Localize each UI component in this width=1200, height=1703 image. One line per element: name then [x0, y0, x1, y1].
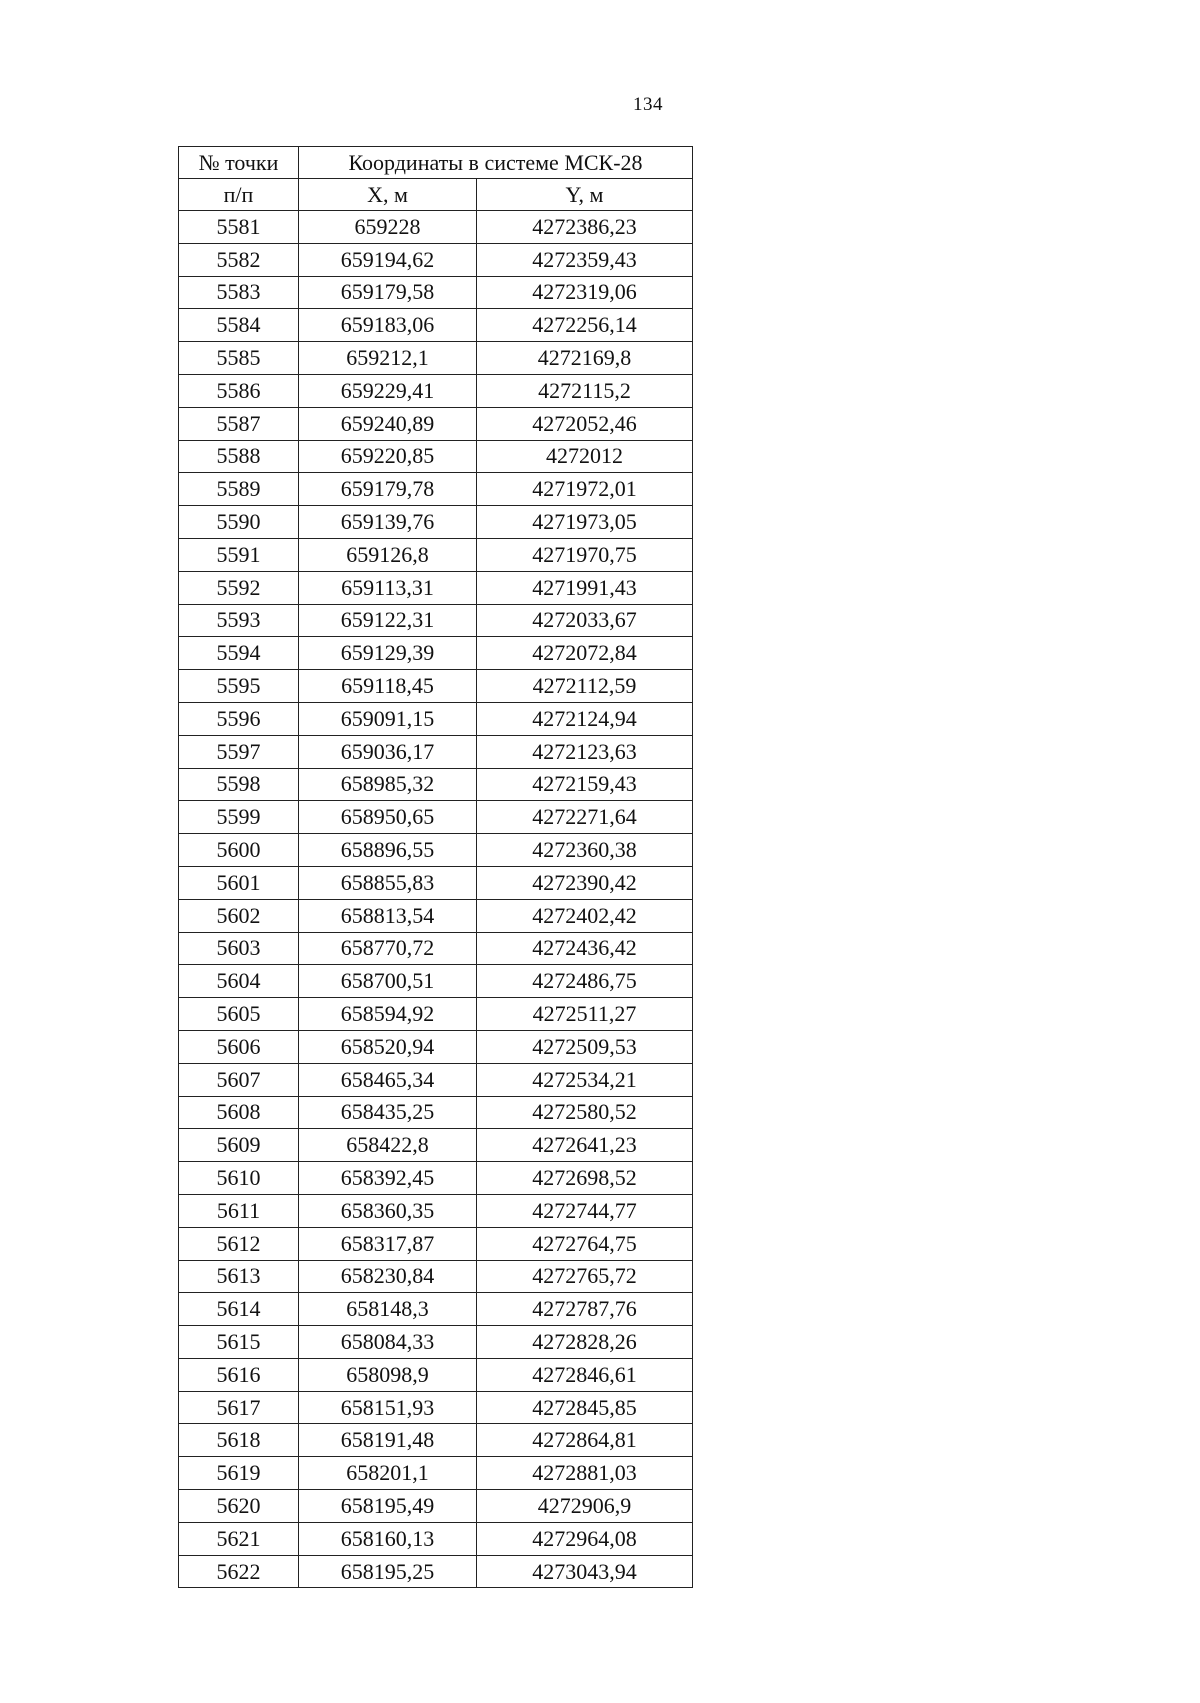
y-coordinate-cell: 4272386,23 [477, 211, 693, 244]
point-number-cell: 5622 [179, 1555, 299, 1588]
point-number-cell: 5608 [179, 1096, 299, 1129]
y-coordinate-cell: 4272360,38 [477, 834, 693, 867]
point-number-cell: 5596 [179, 702, 299, 735]
page-number: 134 [633, 94, 663, 115]
point-number-cell: 5584 [179, 309, 299, 342]
table-row [179, 473, 693, 506]
x-coordinate-cell: 659229,41 [299, 374, 477, 407]
y-coordinate-cell: 4272123,63 [477, 735, 693, 768]
y-coordinate-cell: 4272169,8 [477, 342, 693, 375]
table-row [179, 637, 693, 670]
y-coordinate-cell: 4272159,43 [477, 768, 693, 801]
x-coordinate-cell: 658084,33 [299, 1326, 477, 1359]
y-coordinate-cell: 4272359,43 [477, 243, 693, 276]
point-number-cell: 5586 [179, 374, 299, 407]
y-coordinate-cell: 4272845,85 [477, 1391, 693, 1424]
x-coordinate-cell: 659091,15 [299, 702, 477, 735]
y-coordinate-cell: 4272744,77 [477, 1194, 693, 1227]
table-row [179, 1227, 693, 1260]
y-coordinate-cell: 4272486,75 [477, 965, 693, 998]
y-coordinate-cell: 4272052,46 [477, 407, 693, 440]
coordinates-table [178, 146, 693, 1588]
x-coordinate-cell: 658520,94 [299, 1030, 477, 1063]
x-coordinate-cell: 659118,45 [299, 670, 477, 703]
point-number-cell: 5594 [179, 637, 299, 670]
x-coordinate-cell: 658151,93 [299, 1391, 477, 1424]
y-coordinate-cell: 4272436,42 [477, 932, 693, 965]
x-coordinate-cell: 659194,62 [299, 243, 477, 276]
y-coordinate-cell: 4272864,81 [477, 1424, 693, 1457]
point-number-cell: 5615 [179, 1326, 299, 1359]
table-row [179, 1260, 693, 1293]
table-row [179, 702, 693, 735]
table-row [179, 1162, 693, 1195]
x-coordinate-cell: 658201,1 [299, 1457, 477, 1490]
x-coordinate-cell: 659139,76 [299, 506, 477, 539]
table-row [179, 1030, 693, 1063]
y-coordinate-cell: 4272012 [477, 440, 693, 473]
table-row [179, 670, 693, 703]
x-coordinate-cell: 659228 [299, 211, 477, 244]
table-body [179, 211, 693, 1588]
point-number-cell: 5605 [179, 998, 299, 1031]
point-number-cell: 5600 [179, 834, 299, 867]
x-coordinate-cell: 659179,58 [299, 276, 477, 309]
point-number-cell: 5609 [179, 1129, 299, 1162]
y-coordinate-cell: 4272115,2 [477, 374, 693, 407]
y-coordinate-cell: 4272112,59 [477, 670, 693, 703]
x-coordinate-cell: 659240,89 [299, 407, 477, 440]
x-coordinate-cell: 659036,17 [299, 735, 477, 768]
x-coordinate-cell: 658195,25 [299, 1555, 477, 1588]
point-number-cell: 5589 [179, 473, 299, 506]
point-number-cell: 5604 [179, 965, 299, 998]
table-row [179, 932, 693, 965]
point-number-cell: 5618 [179, 1424, 299, 1457]
point-number-cell: 5590 [179, 506, 299, 539]
table-row [179, 538, 693, 571]
table-row [179, 1326, 693, 1359]
table-row [179, 1063, 693, 1096]
table-header [179, 147, 693, 211]
point-number-cell: 5588 [179, 440, 299, 473]
point-number-cell: 5614 [179, 1293, 299, 1326]
table-row [179, 440, 693, 473]
y-coordinate-cell: 4272964,08 [477, 1522, 693, 1555]
table-row [179, 1129, 693, 1162]
point-number-cell: 5591 [179, 538, 299, 571]
x-coordinate-cell: 659113,31 [299, 571, 477, 604]
point-number-cell: 5593 [179, 604, 299, 637]
point-number-cell: 5592 [179, 571, 299, 604]
table-row [179, 276, 693, 309]
x-coordinate-cell: 658230,84 [299, 1260, 477, 1293]
y-coordinate-cell: 4272787,76 [477, 1293, 693, 1326]
y-coordinate-cell: 4271970,75 [477, 538, 693, 571]
point-number-cell: 5610 [179, 1162, 299, 1195]
table-row [179, 1490, 693, 1523]
y-coordinate-cell: 4271991,43 [477, 571, 693, 604]
x-coordinate-cell: 658896,55 [299, 834, 477, 867]
x-coordinate-cell: 658160,13 [299, 1522, 477, 1555]
table-row [179, 998, 693, 1031]
point-number-cell: 5602 [179, 899, 299, 932]
point-number-header-line2: п/п [179, 179, 299, 211]
table-row [179, 768, 693, 801]
point-number-cell: 5612 [179, 1227, 299, 1260]
table-row [179, 1358, 693, 1391]
point-number-header-line1: № точки [179, 147, 299, 179]
table-row [179, 899, 693, 932]
point-number-cell: 5619 [179, 1457, 299, 1490]
y-coordinate-cell: 4272511,27 [477, 998, 693, 1031]
x-coordinate-cell: 658317,87 [299, 1227, 477, 1260]
coordinates-group-header: Координаты в системе МСК-28 [299, 147, 693, 179]
point-number-cell: 5601 [179, 866, 299, 899]
point-number-cell: 5620 [179, 1490, 299, 1523]
table-row [179, 1194, 693, 1227]
y-coordinate-cell: 4272390,42 [477, 866, 693, 899]
table-row [179, 965, 693, 998]
table-row [179, 342, 693, 375]
x-coordinate-cell: 658191,48 [299, 1424, 477, 1457]
y-coordinate-cell: 4272828,26 [477, 1326, 693, 1359]
x-coordinate-cell: 659220,85 [299, 440, 477, 473]
point-number-cell: 5613 [179, 1260, 299, 1293]
x-coordinate-cell: 659212,1 [299, 342, 477, 375]
y-coordinate-cell: 4272319,06 [477, 276, 693, 309]
x-coordinate-cell: 658594,92 [299, 998, 477, 1031]
x-coordinate-cell: 658855,83 [299, 866, 477, 899]
y-coordinate-cell: 4272698,52 [477, 1162, 693, 1195]
table-row [179, 211, 693, 244]
x-coordinate-cell: 658950,65 [299, 801, 477, 834]
point-number-cell: 5585 [179, 342, 299, 375]
y-coordinate-cell: 4272033,67 [477, 604, 693, 637]
point-number-cell: 5598 [179, 768, 299, 801]
point-number-cell: 5583 [179, 276, 299, 309]
y-column-header: Y, м [477, 179, 693, 211]
y-coordinate-cell: 4272402,42 [477, 899, 693, 932]
x-coordinate-cell: 658985,32 [299, 768, 477, 801]
y-coordinate-cell: 4271972,01 [477, 473, 693, 506]
x-coordinate-cell: 658422,8 [299, 1129, 477, 1162]
table-row [179, 735, 693, 768]
y-coordinate-cell: 4272580,52 [477, 1096, 693, 1129]
table-row [179, 801, 693, 834]
y-coordinate-cell: 4272124,94 [477, 702, 693, 735]
y-coordinate-cell: 4272764,75 [477, 1227, 693, 1260]
point-number-cell: 5581 [179, 211, 299, 244]
table-row [179, 1096, 693, 1129]
table-row [179, 1522, 693, 1555]
x-column-header: X, м [299, 179, 477, 211]
x-coordinate-cell: 658700,51 [299, 965, 477, 998]
x-coordinate-cell: 659183,06 [299, 309, 477, 342]
table-row [179, 834, 693, 867]
x-coordinate-cell: 659122,31 [299, 604, 477, 637]
point-number-cell: 5597 [179, 735, 299, 768]
table-row [179, 1391, 693, 1424]
table-row [179, 571, 693, 604]
y-coordinate-cell: 4272846,61 [477, 1358, 693, 1391]
point-number-cell: 5621 [179, 1522, 299, 1555]
y-coordinate-cell: 4272072,84 [477, 637, 693, 670]
x-coordinate-cell: 658770,72 [299, 932, 477, 965]
y-coordinate-cell: 4272509,53 [477, 1030, 693, 1063]
table-row [179, 407, 693, 440]
point-number-cell: 5617 [179, 1391, 299, 1424]
x-coordinate-cell: 658098,9 [299, 1358, 477, 1391]
point-number-cell: 5611 [179, 1194, 299, 1227]
point-number-cell: 5587 [179, 407, 299, 440]
table-row [179, 374, 693, 407]
x-coordinate-cell: 658148,3 [299, 1293, 477, 1326]
point-number-cell: 5603 [179, 932, 299, 965]
table-row [179, 309, 693, 342]
x-coordinate-cell: 659126,8 [299, 538, 477, 571]
x-coordinate-cell: 659129,39 [299, 637, 477, 670]
y-coordinate-cell: 4273043,94 [477, 1555, 693, 1588]
point-number-cell: 5582 [179, 243, 299, 276]
x-coordinate-cell: 659179,78 [299, 473, 477, 506]
y-coordinate-cell: 4272881,03 [477, 1457, 693, 1490]
point-number-cell: 5599 [179, 801, 299, 834]
point-number-cell: 5607 [179, 1063, 299, 1096]
x-coordinate-cell: 658360,35 [299, 1194, 477, 1227]
y-coordinate-cell: 4272641,23 [477, 1129, 693, 1162]
x-coordinate-cell: 658392,45 [299, 1162, 477, 1195]
table-row [179, 243, 693, 276]
y-coordinate-cell: 4272256,14 [477, 309, 693, 342]
table-row [179, 604, 693, 637]
y-coordinate-cell: 4272906,9 [477, 1490, 693, 1523]
table-row [179, 1555, 693, 1588]
y-coordinate-cell: 4272534,21 [477, 1063, 693, 1096]
table-row [179, 1424, 693, 1457]
y-coordinate-cell: 4272271,64 [477, 801, 693, 834]
table-row [179, 506, 693, 539]
x-coordinate-cell: 658435,25 [299, 1096, 477, 1129]
point-number-cell: 5606 [179, 1030, 299, 1063]
point-number-cell: 5616 [179, 1358, 299, 1391]
y-coordinate-cell: 4271973,05 [477, 506, 693, 539]
point-number-cell: 5595 [179, 670, 299, 703]
table-row [179, 1293, 693, 1326]
table-row [179, 866, 693, 899]
x-coordinate-cell: 658195,49 [299, 1490, 477, 1523]
x-coordinate-cell: 658813,54 [299, 899, 477, 932]
y-coordinate-cell: 4272765,72 [477, 1260, 693, 1293]
table-row [179, 1457, 693, 1490]
x-coordinate-cell: 658465,34 [299, 1063, 477, 1096]
